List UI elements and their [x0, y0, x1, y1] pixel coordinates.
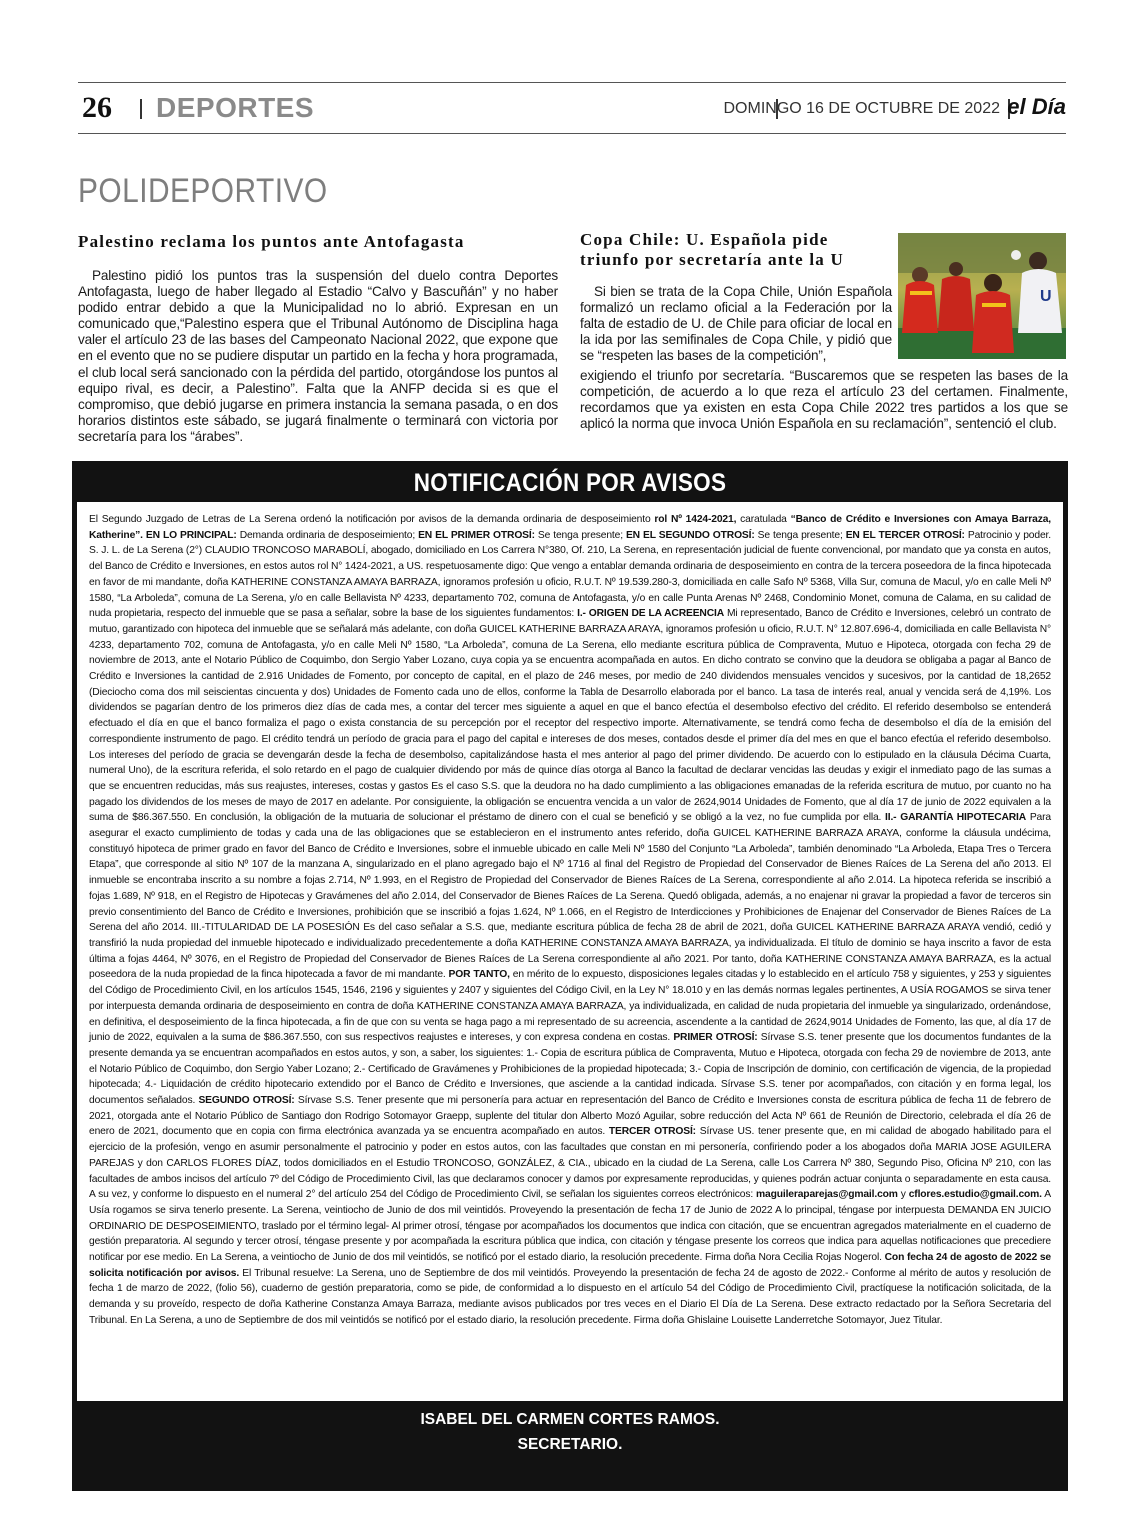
notice-bold-run: EN EL SEGUNDO OTROSÍ: [625, 529, 755, 541]
notice-title: NOTIFICACIÓN POR AVISOS [413, 469, 727, 497]
newspaper-logo: el Día [1007, 94, 1066, 119]
notice-bold-run: II.- GARANTÍA HIPOTECARIA [885, 812, 1027, 824]
notice-bold-run: Con fecha 24 de agosto de 2022 se solicita notificación por avisos. [89, 1252, 1051, 1279]
notice-run: Se tenga presente; [754, 529, 846, 541]
notice-panel [77, 502, 1063, 1401]
notice-bold-run: SEGUNDO OTROSÍ: [198, 1095, 295, 1107]
notice-bold-run: maguileraparejas@gmail.com [756, 1189, 898, 1201]
notice-run: caratulada [736, 514, 791, 525]
issue-date: DOMINGO 16 DE OCTUBRE DE 2022 [723, 100, 1000, 117]
notice-bold-run: I.- ORIGEN DE LA ACREENCIA [577, 608, 724, 620]
article-body-palestino: Palestino pidió los puntos tras la suspensión del duelo contra Deportes Antofagasta, luego de haber llegado al Estadio “Calvo y Bascuñán” y no haber podido entrar debido a que la Municipalidad no lo abrió. Expresan en un comunicado que,“Palestino espera que el Tribunal Autónomo de Disciplina haga valer el artículo 23 de las bases del Campeonato Nacional 2022, que expone que en el evento que no se pudiere disputar un partido en la fecha y hora programada, el club local será sancionado con la pérdida del partido, otorgándose los puntos al equipo rival, es decir, a Palestino”. Falta que la ANFP decida si es que el compromiso, que debió jugarse en primera instancia la semana pasada, o en dos horarios distintos este sábado, se jugará finalmente o terminará con victoria por secretaría para los “árabes”. [78, 268, 558, 444]
notice-run: El Segundo Juzgado de Letras de La Serena ordenó la notificación por avisos de la demanda ordinaria de desposeimiento [89, 514, 655, 525]
notice-bold-run: EN EL TERCER OTROSÍ: [845, 529, 965, 541]
signature-role: SECRETARIO. [517, 1436, 623, 1453]
notice-run: en mérito de lo expuesto, disposiciones legales citadas y lo establecido en el artículo 758 y siguientes, y 253 y siguientes del Código de Procedimiento Civil, en los artículos 1545, 1546, 2196 y siguientes y 2407 y siguientes del Código Civil, en la Ley N° 18.010 y en las demás normas legales pertinentes, A USÍA ROGAMOS se sirva tener por interpuesta demanda ordinaria de desposeimiento en contra de doña KATHERINE CONSTANZA AMAYA BARRAZA, ya individualizada, en calidad de nuda propietaria del inmueble ya singularizado, ordenándose, en definitiva, el desposeimiento de la finca hipotecada, a fin de que con su venta se haga pago a mi representado de su acreencia, ascendente a la cantidad de 2624,9014 Unidades de Fomento, las que, al día 17 de junio de 2022, equivalen a la suma de $86.367.550, con sus respectivos reajustes e intereses, y con expresa condena en costas. [89, 969, 1052, 1044]
notice-run: Sírvase US. tener presente que, en mi calidad de abogado habilitado para el ejercicio de la profesión, vengo en asumir personalmente el patrocinio y poder en estos autos, con las facultades que constan en mi personería, confiriendo poder a los abogados doña MARIA JOSE AGUILERA PAREJAS y don CARLOS FLORES DÍAZ, todos domiciliados en el Estudio TRONCOSO, GONZÁLEZ, & CIA., ubicado en la ciudad de La Serena, calle Los Carrera Nº 380, Segundo Piso, Oficina Nº 210, con las facultades de ambos incisos del artículo 7º del Código de Procedimiento Civil, las que declaramos conocer y damos por expresamente reproducidas, y quienes podrán actuar conjunta o separadamente en esta causa. A su vez, y conforme lo dispuesto en el numeral 2° del artículo 254 del Código de Procedimiento Civil, se señalan los siguientes correos electrónicos: [89, 1126, 1052, 1201]
article-body-copa-chile-narrow: Si bien se trata de la Copa Chile, Unión Española formalizó un reclamo oficial a la Federación por la falta de estadio de U. de Chile para oficiar de local en la ida por las semifinales de Copa Chile, y pidió que se “respeten las bases de la competición”, [580, 284, 892, 364]
notice-bold-run: TERCER OTROSÍ: [608, 1126, 696, 1138]
notice-run: Demanda ordinaria de desposeimiento; [236, 529, 419, 541]
title-line: triunfo por secretaría ante la U [580, 250, 844, 269]
notice-run: Para asegurar el exacto cumplimiento de todas y cada una de las obligaciones que se establecieron en el instrumento antes referido, doña GUICEL KATHERINE BARRAZA ARAYA, conforme la cláusula undécima, constituyó hipoteca de primer grado en favor del Banco de Crédito e Inversiones, sobre el inmueble ubicado en calle Meli Nº 1580 del Conjunto “La Arboleda”, también denominado “La Arboleda, Etapa Tres o Tercera Etapa”, que corresponde al sitio Nº 107 de la manzana A, singularizado en el plano agregado bajo el Nº 1716 al final del Registro de Propiedad del Conservador de Bienes Raíces de La Serena del año 2013. El inmueble se encontraba inscrito a su nombre a fojas 2.714, Nº 1.993, en el Registro de Propiedad del Conservador de Bienes Raíces de La Serena, correspondiente al año 2.014. La hipoteca referida se inscribió a fojas 1.689, Nº 918, en el Registro de Hipotecas y Gravámenes del año 2.014, del Conservador de Bienes Raíces de La Serena. Quedó obligada, además, a no enajenar ni gravar la propiedad a favor de terceros sin previo consentimiento del Banco de Crédito e Inversiones, prohibición que se inscribió a fojas 1.624, Nº 1.066, en el Registro de Interdicciones y Prohibiciones de Enajenar del Conservador de Bienes Raíces de La Serena del año 2014. III.-TITULARIDAD DE LA POSESIÓN Es del caso señalar a S.S. que, mediante escritura pública de fecha 28 de abril de 2021, doña GUICEL KATHERINE BARRAZA ARAYA vendió, cedió y transfirió la nuda propiedad del inmueble hipotecado e individualizado precedentemente a doña KATHERINE CONSTANZA AMAYA BARRAZA, ya individualizada. El título de dominio se haya inscrito a favor de esta última a fojas 4464, Nº 3076, en el Registro de Propiedad del Conservador de Bienes Raíces de La Serena correspondiente al año 2021. Por tanto, doña KATHERINE CONSTANZA AMAYA BARRAZA, es la actual poseedora de la nuda propiedad de la finca hipotecada a favor de mi mandante. [89, 812, 1051, 981]
page-header [78, 82, 1066, 134]
category-heading: POLIDEPORTIVO [78, 172, 328, 210]
article-body-copa-chile-wide: exigiendo el triunfo por secretaría. “Buscaremos que se respeten las bases de la competición, de acuerdo a lo que reza el artículo 23 del certamen. Finalmente, recordamos que ya existen en esta Copa Chile 2022 tres partidos a los que se aplicó la norma que invoca Unión Española en su reclamación”, sentenció el club. [580, 368, 1068, 432]
title-line: Copa Chile: U. Española pide [580, 230, 829, 249]
page-number: 26 [82, 91, 112, 124]
notice-bold-run: cflores.estudio@gmail.com. [908, 1189, 1042, 1201]
notice-bold-run: “Banco de Crédito e Inversiones con Amaya Barraza, Katherine”. EN LO PRINCIPAL: [89, 514, 1051, 541]
photo-image [898, 233, 1066, 359]
header-divider [140, 99, 142, 119]
article-title-palestino: Palestino reclama los puntos ante Antofagasta [78, 232, 465, 251]
football-match-photo [898, 233, 1066, 359]
article-title-copa-chile [580, 230, 890, 270]
notice-run: A Usía rogamos se sirva tenerlo presente. La Serena, veintiocho de Junio de dos mil veintidós. Proveyendo la presentación de fecha 17 de Junio de 2022 A lo principal, téngase por interpuesta DEMANDA EN JUICIO ORDINARIO DE DESPOSEIMIENTO, traslado por el término legal- Al primer otrosí, téngase por acompañados los documentos que indica con citación, que se encuentran agregados materialmente en el cuaderno de gestión preparatoria. Al segundo y tercer otrosí, téngase presente y por acompañada la escritura pública que indica, con citación y téngase presente los correos que indica para aquellas notificaciones que precediere notificar por ese medio. En La Serena, a veintiocho de Junio de dos mil veintidós, se notificó por el estado diario, la resolución precedente. Firma doña Nora Cecilia Rojas Nogerol. [89, 1189, 1051, 1264]
notice-run: Sírvase S.S. Tener presente que mi personería para actuar en representación del Banco de Crédito e Inversiones consta de escritura pública de fecha 11 de febrero de 2021, otorgada ante el Notario Público de Santiago don Rodrigo Sotomayor Graepp, suplente del titular don Alberto Mozó Aguilar, sobre reducción del Acta Nº 661 de Reunión de Directorio, celebrada el día 26 de enero de 2021, documento que en copia con firma electrónica avanzada ya se encuentra acompañado en autos. [89, 1095, 1051, 1138]
section-name: DEPORTES [156, 92, 315, 123]
svg-text:U: U [1040, 288, 1052, 305]
signature-name: ISABEL DEL CARMEN CORTES RAMOS. [420, 1411, 720, 1428]
notice-bold-run: POR TANTO, [448, 969, 510, 981]
notice-run: Se tenga presente; [534, 529, 626, 541]
legal-notice [72, 461, 1068, 1491]
notice-signature [72, 1407, 1068, 1457]
notice-run: Mi representado, Banco de Crédito e Inversiones, celebró un contrato de mutuo, garantizado con hipoteca del inmueble que se señalará más adelante, con doña GUICEL KATHERINE BARRAZA ARAYA, ignoramos profesión u oficio, R.U.T. N° 12.807.696-4, domiciliada en calle Bellavista N° 4233, departamento 702, comuna de Antofagasta, y/o en calle Meli Nº 1580, “La Arboleda”, comuna de La Serena, ello mediante escritura pública de Compraventa, Mutuo e Hipoteca, otorgada con fecha 29 de noviembre de 2013, ante el Notario Público de Coquimbo, don Sergio Yaber Lozano, cuya copia ya se encuentra acompañada en autos. En dicho contrato se convino que la deudora se obligaba a pagar al Banco de Crédito e Inversiones la cantidad de 2.916 Unidades de Fomento, por concepto de capital, en el plazo de 246 meses, por medio de 240 dividendos mensuales vencidos y sucesivos, por la cantidad de 18,2652 (Dieciocho coma dos mil seiscientas cincuenta y dos) Unidades de Fomento cada uno de ellos, conforme la Tabla de Desarrollo elaborada por el banco. La tasa de interés real, anual y vencida será de 4,19%. Los dividendos se pagarían dentro de los primeros diez días de cada mes, a contar del tercer mes siguiente a aquel en que el banco efectúa el desembolso efectivo del crédito. El referido desembolso se entenderá efectuado el día en que el banco formaliza el pago o exista constancia de su percepción por el receptor del respectivo importe. Alternativamente, se tendrá como fecha de desembolso el día de la emisión del correspondiente instrumento de pago. El crédito tendrá un período de gracia para el pago del capital e intereses de dos meses, contados desde el primer día del mes en que el banco efectúa el referido desembolso. Los intereses del período de gracia se devengarán desde la fecha de desembolso, capitalizándose hasta el mes anterior al pago del primer dividendo. De acuerdo con lo estipulado en la cláusula Décima Cuarta, numeral Uno), de la escritura referida, el solo retardo en el pago de cualquier dividendo por más de quince días otorga al Banco la facultad de declarar vencidas las deudas y exigir el inmediato pago de las sumas a que se encuentren reducidas, más sus reajustes, intereses, costas y gastos Es el caso S.S. que la deudora no ha dado cumplimiento a las obligaciones emanadas de la referida escritura de mutuo, por cuanto no ha pagado los dividendos de los meses de mayo de 2017 en adelante. Por consiguiente, la obligación se encuentra vencida a un valor de 2624,9014 Unidades de Fomento, que al día 17 de junio de 2022 equivalen a la suma de $86.367.550. En conclusión, la obligación de la mutuaria de solucionar el préstamo de dinero con el cual se benefició y se obligó a la vez, no fue cumplida por ella. [89, 608, 1051, 824]
notice-text [89, 512, 1051, 1329]
notice-bold-run: rol Nº 1424-2021, [654, 514, 737, 525]
notice-run: y [897, 1189, 909, 1201]
notice-bold-run: PRIMER OTROSÍ: [673, 1032, 758, 1044]
notice-run: Patrocinio y poder. S. J. L. de La Serena (2°) CLAUDIO TRONCOSO MARABOLÍ, abogado, domiciliado en Los Carrera N°380, Of. 210, La Serena, en representación judicial de fuente convencional, por mandato que ya consta en autos, del Banco de Crédito e Inversiones, en estos autos rol N° 1424-2021, a US. respetuosamente digo: Que vengo a entablar demanda ordinaria de desposeimiento en contra de la tercera poseedora de la finca hipotecada en favor de mi mandante, doña KATHERINE CONSTANZA AMAYA BARRAZA, ignoramos profesión u oficio, R.U.T. Nº 19.539.280-3, domiciliada en calle Safo Nº 5368, Villa Sur, comuna de Macul, y/o en calle Meli Nº 1580, “La Arboleda”, comuna de La Serena, y/o en calle Bellavista Nº 4233, departamento 702, comuna de Antofagasta, y/o en calle Punta Arenas Nº 2468, Condominio Monet, comuna de Calama, en su calidad de nuda propietaria, respecto del inmueble que se pasa a señalar, sobre la base de los siguientes fundamentos: [89, 529, 1051, 620]
notice-run: El Tribunal resuelve: La Serena, uno de Septiembre de dos mil veintidós. Proveyendo la presentación de fecha 24 de agosto de 2022.- Conforme al mérito de autos y resolución de fecha 1 de marzo de 2022, (folio 56), cuaderno de gestión preparatoria, como se pide, de conformidad a lo dispuesto en el artículo 54 del Código de Procedimiento Civil, practíquese la notificación solicitada, de la demanda y su proveído, respecto de doña Katherine Constanza Amaya Barraza, mediante avisos publicados por tres veces en el Diario El Día de La Serena. Dese extracto redactado por la Señora Secretaria del Tribunal. En La Serena, a uno de Septiembre de dos mil veintidós se notificó por el estado diario, la resolución precedente. Firma doña Ghislaine Louisette Landerretche Sotomayor, Juez Titular. [89, 1267, 1052, 1326]
notice-run: Sírvase S.S. tener presente que los documentos fundantes de la presente demanda ya se encuentran acompañados en estos autos, y son, a saber, los siguientes: 1.- Copia de escritura pública de Compraventa, Mutuo e Hipoteca, otorgada con fecha 29 de noviembre de 2013, ante el Notario Público de Coquimbo, don Sergio Yaber Lozano; 2.- Certificado de Gravámenes y Prohibiciones de la propiedad hipotecada; 3.- Copia de Inscripción de dominio, con certificación de vigencia, de la propiedad hipotecada; 4.- Liquidación de crédito hipotecario extendido por el Banco de Crédito e Inversiones, que asciende a la cantidad indicada. Sírvase S.S. tener por acompañados, con citación y en forma legal, los documentos señalados. [89, 1032, 1051, 1107]
notice-bold-run: EN EL PRIMER OTROSÍ: [418, 529, 535, 541]
